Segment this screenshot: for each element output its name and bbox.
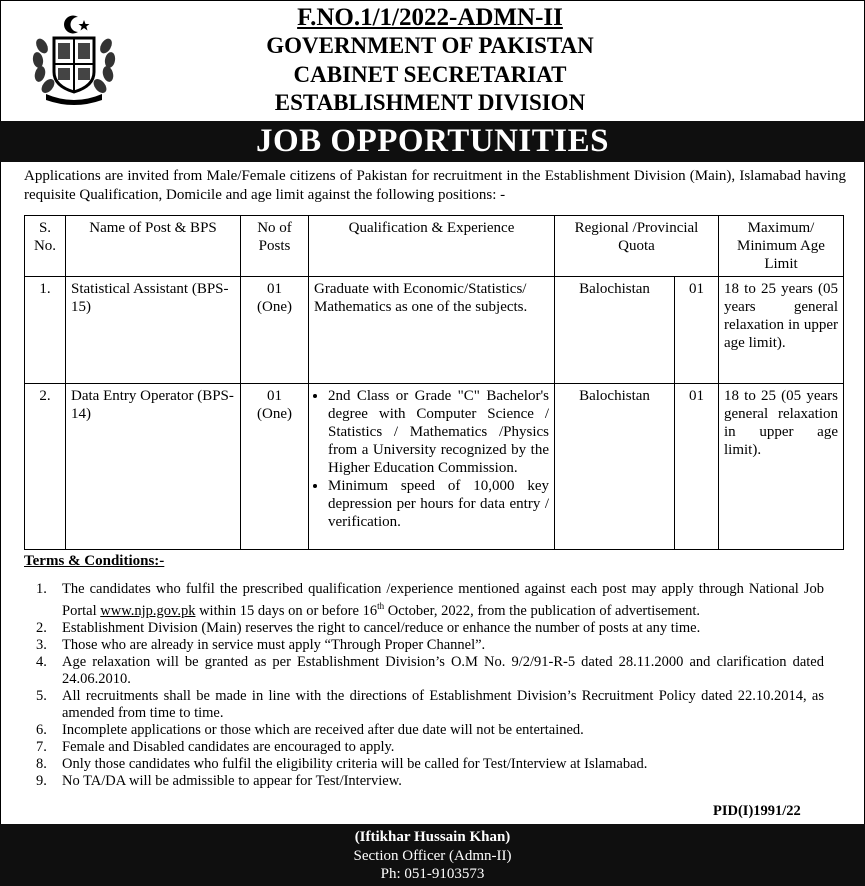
term-superscript: th — [377, 601, 385, 611]
row-age-limit: 18 to 25 years (05 years general relaxation in upper age limit). — [719, 277, 844, 384]
row-region: Balochistan — [555, 277, 675, 384]
term-text: No TA/DA will be admissible to appear for Test/Interview. — [62, 772, 402, 789]
secretariat-title: CABINET SECRETARIAT — [293, 62, 567, 87]
term-number: 6. — [36, 721, 47, 738]
qualification-item: • Minimum speed of 10,000 key depression per hours for data entry / verification. — [328, 477, 549, 531]
qualification-item: • 2nd Class or Grade "C" Bachelor's degree with Computer Science / Statistics / Mathematics /Physics from a University recognized by the Higher Education Commission. — [328, 387, 549, 477]
term-number: 7. — [36, 738, 47, 755]
term-text: Those who are already in service must apply “Through Proper Channel”. — [62, 636, 486, 653]
row-qualification — [309, 384, 555, 550]
term-number: 5. — [36, 687, 47, 704]
term-number: 4. — [36, 653, 47, 670]
term-item — [24, 773, 824, 790]
njp-link[interactable]: www.njp.gov.pk — [100, 602, 196, 619]
term-number: 9. — [36, 772, 47, 789]
header-qualification: Qualification & Experience — [309, 216, 555, 277]
term-item — [24, 739, 824, 756]
row-posts-count: 01 — [267, 281, 282, 297]
term-text: Age relaxation will be granted as per Establishment Division’s O.M No. 9/2/91-R-5 dated 28.11.2000 and clarification dated 24.06.2010. — [62, 653, 824, 687]
qualification-list — [314, 387, 549, 531]
term-item — [24, 581, 824, 620]
row-post: Data Entry Operator (BPS-14) — [66, 384, 241, 550]
row-posts — [241, 384, 309, 550]
row-qualification: Graduate with Economic/Statistics/ Mathematics as one of the subjects. — [309, 277, 555, 384]
term-number: 1. — [36, 581, 47, 597]
table-row — [25, 384, 844, 550]
term-item — [24, 688, 824, 722]
term-text: The candidates who fulfil the prescribed qualification /experience mentioned against each post may apply through National Job Portal — [62, 581, 824, 619]
term-number: 8. — [36, 755, 47, 772]
header-quota: Regional /Provincial Quota — [555, 216, 719, 277]
table-row — [25, 277, 844, 384]
division-title: ESTABLISHMENT DIVISION — [274, 90, 586, 115]
positions-table — [24, 215, 844, 550]
term-text: Only those candidates who fulfil the eligibility criteria will be called for Test/Interview at Islamabad. — [62, 755, 648, 772]
row-posts — [241, 277, 309, 384]
term-item — [24, 722, 824, 739]
term-item — [24, 756, 824, 773]
header-posts: No of Posts — [241, 216, 309, 277]
row-region-count: 01 — [675, 384, 719, 550]
row-posts-count: 01 — [267, 388, 282, 404]
terms-heading: Terms & Conditions:- — [24, 553, 165, 569]
row-age-limit: 18 to 25 (05 years general relaxation in upper age limit). — [719, 384, 844, 550]
term-number: 2. — [36, 619, 47, 636]
term-text: Incomplete applications or those which are received after due date will not be entertained. — [62, 721, 584, 738]
header-age: Maximum/ Minimum Age Limit — [719, 216, 844, 277]
term-text: within 15 days on or before 16 — [195, 602, 378, 619]
term-text: All recruitments shall be made in line with the directions of Establishment Division’s Recruitment Policy dated 22.10.2014, as amended from time to time. — [62, 687, 824, 721]
header-post: Name of Post & BPS — [66, 216, 241, 277]
row-sno: 2. — [25, 384, 66, 550]
term-item — [24, 637, 824, 654]
header-sno: S. No. — [25, 216, 66, 277]
row-region: Balochistan — [555, 384, 675, 550]
pid-number: PID(I)1991/22 — [713, 803, 801, 819]
job-opportunities-banner: JOB OPPORTUNITIES — [0, 121, 865, 162]
term-number: 3. — [36, 636, 47, 653]
officer-phone: Ph: 051-9103573 — [380, 866, 485, 882]
file-number: F.NO.1/1/2022-ADMN-II — [297, 4, 563, 31]
officer-name: (Iftikhar Hussain Khan) — [354, 829, 511, 845]
officer-title: Section Officer (Admn-II) — [353, 848, 512, 864]
footer-signature — [0, 824, 865, 886]
row-sno: 1. — [25, 277, 66, 384]
row-posts-words: (One) — [257, 406, 292, 422]
row-region-count: 01 — [675, 277, 719, 384]
row-posts-words: (One) — [257, 299, 292, 315]
row-post: Statistical Assistant (BPS-15) — [66, 277, 241, 384]
term-item — [24, 620, 824, 637]
term-text: Female and Disabled candidates are encouraged to apply. — [62, 738, 395, 755]
term-item — [24, 654, 824, 688]
government-title: GOVERNMENT OF PAKISTAN — [266, 33, 594, 58]
terms-list — [24, 581, 824, 790]
government-emblem-icon — [32, 14, 116, 106]
intro-paragraph: Applications are invited from Male/Female citizens of Pakistan for recruitment in the Establishment Division (Main), Islamabad having requisite Qualification, Domicile and age limit against the following positions: - — [24, 168, 846, 203]
term-text: Establishment Division (Main) reserves the right to cancel/reduce or enhance the number of posts at any time. — [62, 619, 701, 636]
term-text: October, 2022, from the publication of advertisement. — [384, 602, 701, 619]
